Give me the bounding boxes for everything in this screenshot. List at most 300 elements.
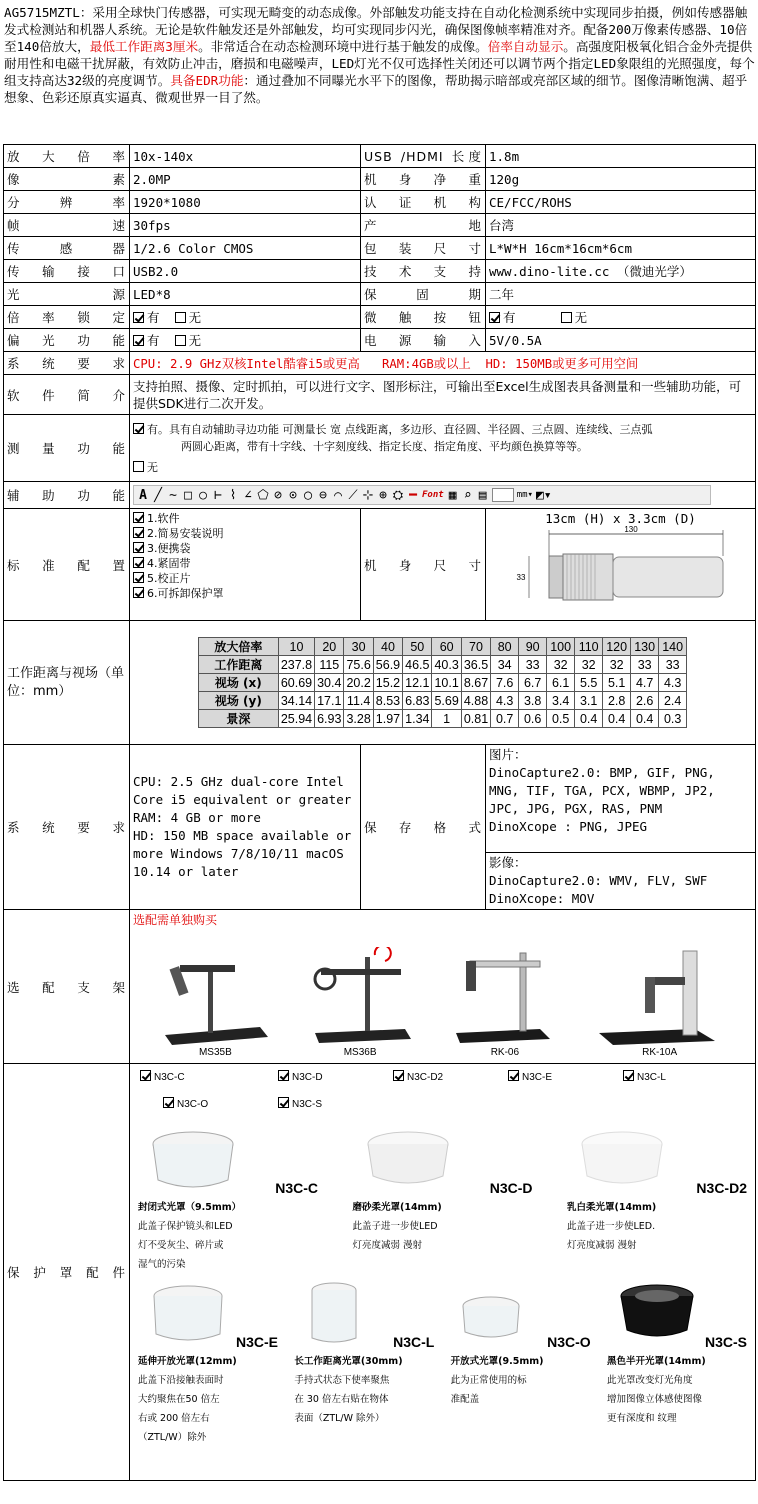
wd-cell: 20.2 <box>344 674 373 692</box>
crosshair-icon[interactable]: ⊕ <box>379 487 387 503</box>
caps-checklist <box>130 1066 755 1128</box>
image-format-line: DinoCapture2.0: BMP, GIF, PNG, MNG, TIF, TGA, PCX, WBMP, JP2, JPC, JPG, PGX, RAS, PNM <box>489 765 715 816</box>
cap-n3c-o-image <box>451 1282 561 1348</box>
wd-cell: 40 <box>373 638 402 656</box>
wd-cell: 130 <box>631 638 659 656</box>
touch-no-checkbox[interactable] <box>561 312 572 323</box>
cap-card-n3c-d <box>353 1124 533 1274</box>
spec-value: 120g <box>486 168 756 191</box>
stands-gallery <box>133 928 752 1058</box>
wd-cell: 20 <box>315 638 344 656</box>
polar-no-checkbox[interactable] <box>175 335 186 346</box>
spec-label: 像素 <box>4 168 130 191</box>
sysreq-en-value <box>130 745 361 910</box>
spec-value: 2.0MP <box>130 168 361 191</box>
std-item: 5.校正片 <box>147 572 191 585</box>
intro-paragraph <box>4 4 756 142</box>
wd-cell: 100 <box>547 638 575 656</box>
microscope-dimension-drawing <box>501 526 741 611</box>
cap-line: 手持式状态下使率聚焦 <box>294 1375 390 1386</box>
wd-cell: 0.81 <box>461 710 490 728</box>
cap-name: N3C-D <box>489 1180 533 1196</box>
wd-cell: 10 <box>278 638 314 656</box>
spec-value: L*W*H 16cm*16cm*6cm <box>486 237 756 260</box>
spec-label: 偏光功能 <box>4 329 130 352</box>
cap-line: 灯亮度减弱 漫射 <box>352 1240 423 1251</box>
caps-row-2 <box>130 1282 755 1447</box>
measure-text: 有。具有自动辅助寻边功能 可测量长 宽 点线距离，多边形、直径圆、半径圆、三点圆、连续线、三点弧 <box>147 422 653 436</box>
stand-label: RK-10A <box>642 1047 678 1058</box>
stand-rk10a[interactable] <box>595 947 725 1058</box>
wd-cell: 32 <box>575 656 603 674</box>
stand-rk06-image <box>450 947 560 1047</box>
wd-cell: 40.3 <box>432 656 461 674</box>
wd-row-header: 工作距离 <box>198 656 278 674</box>
wd-cell: 32 <box>603 656 631 674</box>
lock-yes-checkbox[interactable] <box>133 312 144 323</box>
wd-cell: 1.34 <box>403 710 432 728</box>
wd-cell: 46.5 <box>403 656 432 674</box>
spec-label: 传感器 <box>4 237 130 260</box>
wd-cell: 0.5 <box>547 710 575 728</box>
wd-cell: 33 <box>519 656 547 674</box>
lock-no-checkbox[interactable] <box>175 312 186 323</box>
wd-cell: 7.6 <box>491 674 519 692</box>
cap-check-label: N3C-D <box>292 1072 323 1083</box>
measure-yes-checkbox[interactable] <box>133 423 144 434</box>
cap-check-label: N3C-O <box>177 1099 209 1110</box>
cap-card-n3c-s <box>607 1282 747 1447</box>
std-item: 2.简易安装说明 <box>147 527 224 540</box>
cap-checkbox[interactable] <box>623 1070 634 1081</box>
circle-center-icon[interactable]: ⊖ <box>319 487 327 503</box>
dim-diameter-label: 33 <box>516 573 525 582</box>
wd-cell: 4.3 <box>491 692 519 710</box>
wd-row <box>198 692 686 710</box>
point-icon[interactable]: ⊹ <box>362 487 374 503</box>
wd-cell: 110 <box>575 638 603 656</box>
spec-label: 产地 <box>361 214 486 237</box>
cap-checkbox[interactable] <box>163 1097 174 1108</box>
wd-cell: 30 <box>344 638 373 656</box>
wd-cell: 4.3 <box>659 674 687 692</box>
wd-cell: 8.67 <box>461 674 490 692</box>
cap-n3c-s-image <box>607 1282 717 1348</box>
intro-text: AG5715MZTL：采用全球快门传感器，可实现无畸变的动态成像。外部触发功能支持在自动化检测系统中实现同步拍摄，例如传感器触发式检测站和机器人系统。无论是软件触发还是外部触发，均可实现同步闪光，确保图像帧率精准对齐。配备200万像素传感器、10倍至140倍放大， <box>4 5 748 54</box>
std-checkbox[interactable] <box>133 572 144 583</box>
cap-desc: 黑色半开光罩(14mm) <box>606 1356 706 1367</box>
spec-row <box>4 283 756 306</box>
wd-cell: 3.8 <box>519 692 547 710</box>
cap-desc: 封闭式光罩（9.5mm） <box>138 1202 242 1213</box>
spec-row <box>4 168 756 191</box>
image-format-title: 图片： <box>489 747 527 762</box>
wd-row <box>198 656 686 674</box>
wd-cell: 32 <box>547 656 575 674</box>
stand-ms35b[interactable] <box>160 947 270 1058</box>
wd-cell: 6.93 <box>315 710 344 728</box>
lock-options <box>130 306 361 329</box>
body-size-value: 13cm (H) x 3.3cm (D) <box>545 511 696 526</box>
cap-name: N3C-E <box>235 1334 278 1350</box>
continuous-line-icon[interactable]: ⟋ <box>348 487 358 503</box>
cap-n3c-c-image <box>138 1124 258 1194</box>
wd-cell: 60.69 <box>278 674 314 692</box>
cap-name: N3C-L <box>393 1334 435 1350</box>
wd-cell: 15.2 <box>373 674 402 692</box>
video-format-line: DinoXcope: MOV <box>489 891 595 906</box>
intro-highlight: 最低工作距离3厘米 <box>89 39 199 54</box>
spec-label: 帧速 <box>4 214 130 237</box>
spec-label: 技术支持 <box>361 260 486 283</box>
cap-checkbox[interactable] <box>393 1070 404 1081</box>
cap-name: N3C-S <box>704 1334 747 1350</box>
spec-value: 台湾 <box>486 214 756 237</box>
measure-no-checkbox[interactable] <box>133 461 144 472</box>
cap-checkbox[interactable] <box>278 1097 289 1108</box>
spec-row <box>4 306 756 329</box>
wd-cell: 6.1 <box>547 674 575 692</box>
spec-label: 机身净重 <box>361 168 486 191</box>
cap-line: 此盖下沿接触表面时 <box>138 1375 224 1386</box>
spec-table <box>3 144 756 1481</box>
spec-label: 测量功能 <box>4 415 130 482</box>
std-checkbox[interactable] <box>133 542 144 553</box>
ellipse-tool-icon[interactable]: ○ <box>199 487 207 503</box>
arc-icon[interactable]: ⌒ <box>334 487 342 503</box>
grid-icon[interactable]: ▤ <box>478 487 487 503</box>
wd-cell: 4.88 <box>461 692 490 710</box>
wd-cell: 10.1 <box>432 674 461 692</box>
line-tool-icon[interactable]: ╱ <box>154 487 162 503</box>
spec-row <box>4 415 756 482</box>
wd-cell: 17.1 <box>315 692 344 710</box>
wd-row <box>198 638 686 656</box>
spec-row <box>4 329 756 352</box>
wd-cell: 3.1 <box>575 692 603 710</box>
cap-n3c-d-image <box>353 1124 473 1194</box>
sysreq-value: CPU: 2.9 GHz双核Intel酷睿i5或更高 RAM:4GB或以上 HD: 150MB或更多可用空间 <box>130 352 756 375</box>
wd-cell: 2.8 <box>603 692 631 710</box>
line-color-icon[interactable]: ━ <box>409 487 417 503</box>
stand-ms36b-image <box>305 947 415 1047</box>
spec-label: 微触按钮 <box>361 306 486 329</box>
spec-row <box>4 352 756 375</box>
cap-name: N3C-D2 <box>696 1180 747 1196</box>
work-distance-table <box>198 637 687 728</box>
stands-cell <box>130 910 756 1064</box>
measure-line-icon[interactable]: ⊢ <box>214 487 222 503</box>
cap-card-n3c-o <box>451 1282 591 1447</box>
wd-cell: 50 <box>403 638 432 656</box>
stand-label: RK-06 <box>490 1047 520 1058</box>
wd-cell: 34 <box>491 656 519 674</box>
polyline-icon[interactable]: ⌇ <box>229 487 237 503</box>
color-icon[interactable]: ⛭ <box>392 487 404 503</box>
wd-cell: 56.9 <box>373 656 402 674</box>
spec-label: 倍率锁定 <box>4 306 130 329</box>
wd-cell: 11.4 <box>344 692 373 710</box>
polar-options <box>130 329 361 352</box>
cap-desc: 磨砂柔光罩(14mm) <box>352 1202 442 1213</box>
spec-value: 二年 <box>486 283 756 306</box>
wd-cell: 1 <box>432 710 461 728</box>
wd-cell: 0.7 <box>491 710 519 728</box>
spec-label: USB /HDMI 长度 <box>361 145 486 168</box>
font-tool-icon[interactable]: Font <box>422 490 444 500</box>
std-item: 1.软件 <box>147 512 180 525</box>
spec-value: USB2.0 <box>130 260 361 283</box>
cap-desc: 长工作距离光罩(30mm) <box>294 1356 403 1367</box>
wd-cell: 60 <box>432 638 461 656</box>
spec-label: 工作距离与视场（单位：mm） <box>4 621 130 745</box>
wd-cell: 34.14 <box>278 692 314 710</box>
touch-options <box>486 306 756 329</box>
std-checkbox[interactable] <box>133 527 144 538</box>
wd-cell: 6.83 <box>403 692 432 710</box>
cap-check-label: N3C-D2 <box>407 1072 444 1083</box>
cap-desc: 乳白柔光罩(14mm) <box>567 1202 657 1213</box>
cap-check-label: N3C-E <box>522 1072 553 1083</box>
wd-cell: 0.6 <box>519 710 547 728</box>
std-checkbox[interactable] <box>133 587 144 598</box>
image-format-line: DinoXcope : PNG, JPEG <box>489 819 648 834</box>
spec-value: CE/FCC/ROHS <box>486 191 756 214</box>
measure-value <box>130 415 756 482</box>
wd-cell: 3.28 <box>344 710 373 728</box>
wd-row-header: 景深 <box>198 710 278 728</box>
wd-cell: 140 <box>659 638 687 656</box>
wd-cell: 120 <box>603 638 631 656</box>
spec-row <box>4 237 756 260</box>
std-checkbox[interactable] <box>133 512 144 523</box>
wd-cell: 75.6 <box>344 656 373 674</box>
calibrate-icon[interactable]: ◩▾ <box>535 487 552 503</box>
table-icon[interactable]: ▦ <box>448 487 457 503</box>
video-format-title: 影像： <box>489 855 527 870</box>
spec-value: 10x-140x <box>130 145 361 168</box>
stand-ms36b[interactable] <box>305 947 415 1058</box>
spec-row <box>4 745 756 910</box>
wd-cell: 0.4 <box>575 710 603 728</box>
wd-cell: 0.4 <box>631 710 659 728</box>
spec-label: 放大倍率 <box>4 145 130 168</box>
cap-check-label: N3C-L <box>637 1072 666 1083</box>
spec-row <box>4 214 756 237</box>
cap-card-n3c-l <box>294 1282 434 1447</box>
stand-ms35b-image <box>160 947 270 1047</box>
cap-line: 此盖子进一步使LED. <box>567 1221 656 1232</box>
sysreq-line: HD: 150 MB space available or more Windows 7/8/10/11 macOS 10.14 or later <box>133 828 352 879</box>
spec-label: 选配支架 <box>4 910 130 1064</box>
wd-cell: 70 <box>461 638 490 656</box>
spec-label: 软件简介 <box>4 375 130 415</box>
cap-line: 灯不受灰尘、碎片或 <box>138 1240 224 1251</box>
cap-line: 增加图像立体感使图像 <box>606 1394 702 1405</box>
measure-text: 两圆心距离，带有十字线、十字刻度线、指定长度、指定角度、平均颜色换算等等。 <box>181 439 588 453</box>
caps-cell <box>130 1064 756 1481</box>
cap-check-label: N3C-C <box>154 1072 185 1083</box>
curve-tool-icon[interactable]: ∼ <box>169 487 177 503</box>
spec-value: LED*8 <box>130 283 361 306</box>
wd-cell: 1.97 <box>373 710 402 728</box>
std-checkbox[interactable] <box>133 557 144 568</box>
spec-value: 5V/0.5A <box>486 329 756 352</box>
cap-line: 表面（ZTL/W 除外） <box>294 1413 385 1424</box>
std-item: 6.可拆卸保护罩 <box>147 587 224 600</box>
cap-line: （ZTL/W）除外 <box>138 1432 207 1443</box>
cap-n3c-l-image <box>294 1282 404 1348</box>
wd-cell: 5.69 <box>432 692 461 710</box>
spec-row <box>4 482 756 509</box>
spec-label: 光源 <box>4 283 130 306</box>
polar-yes-checkbox[interactable] <box>133 335 144 346</box>
angle-icon[interactable]: ∠ <box>244 487 252 503</box>
sysreq-line: CPU: 2.5 GHz dual-core Intel Core i5 equivalent or greater <box>133 774 352 807</box>
wd-cell: 3.4 <box>547 692 575 710</box>
spec-row <box>4 621 756 745</box>
cap-line: 大约聚焦在50 倍左 <box>138 1394 220 1405</box>
cap-checkbox[interactable] <box>140 1070 151 1081</box>
save-format-cell <box>486 745 756 910</box>
stand-label: MS36B <box>343 1047 377 1058</box>
cap-n3c-d2-image <box>567 1124 687 1194</box>
cap-line: 此光罩改变灯光角度 <box>606 1375 693 1386</box>
option-label: 无 <box>188 310 202 325</box>
cap-line: 灯亮度减弱 漫射 <box>567 1240 637 1251</box>
option-label: 有 <box>147 333 160 348</box>
tool-toolbar <box>133 485 711 505</box>
zoom-icon[interactable]: ⌕ <box>463 487 472 503</box>
spec-label: 分辨率 <box>4 191 130 214</box>
stand-label: MS35B <box>198 1047 232 1058</box>
circle-3point-icon[interactable]: ◯ <box>304 487 312 503</box>
assist-value <box>130 482 756 509</box>
wd-cell: 33 <box>631 656 659 674</box>
cap-line: 此为正常使用的标 <box>450 1375 527 1386</box>
cap-checkbox[interactable] <box>278 1070 289 1081</box>
spec-row <box>4 191 756 214</box>
spec-label: 系统要求 <box>4 352 130 375</box>
spec-label: 机身尺寸 <box>361 509 486 621</box>
spec-row <box>4 375 756 415</box>
circle-radius-icon[interactable]: ⊙ <box>289 487 297 503</box>
option-label: 无 <box>574 310 588 325</box>
cap-n3c-e-image <box>138 1282 248 1348</box>
spec-row <box>4 910 756 1064</box>
stands-note: 选配需单独购买 <box>133 913 218 927</box>
option-label: 有 <box>503 310 516 325</box>
rect-tool-icon[interactable]: □ <box>184 487 192 503</box>
wd-cell: 6.7 <box>519 674 547 692</box>
wd-cell: 5.5 <box>575 674 603 692</box>
spec-label: 传输接口 <box>4 260 130 283</box>
std-item: 3.便携袋 <box>147 542 191 555</box>
wd-cell: 4.7 <box>631 674 659 692</box>
wd-cell: 0.4 <box>603 710 631 728</box>
video-format-line: DinoCapture2.0: WMV, FLV, SWF <box>489 873 708 888</box>
cap-checkbox[interactable] <box>508 1070 519 1081</box>
stand-rk10a-image <box>595 947 725 1047</box>
spec-label: 保固期 <box>361 283 486 306</box>
spec-row <box>4 1064 756 1481</box>
wd-cell: 115 <box>315 656 344 674</box>
touch-yes-checkbox[interactable] <box>489 312 500 323</box>
spec-row <box>4 145 756 168</box>
option-label: 无 <box>147 460 158 474</box>
polygon-icon[interactable]: ⬠ <box>257 487 269 503</box>
unit-dropdown-icon[interactable]: mm▾ <box>516 490 533 500</box>
spec-label: 辅助功能 <box>4 482 130 509</box>
body-size-cell <box>486 509 756 621</box>
cap-name: N3C-O <box>547 1334 591 1350</box>
intro-text: ：通过叠加不同曝光水平下的图像，帮助揭示暗部或亮部区域的细节。图像清晰饱满、超乎想象、色彩还原真实逼真、微观世界一目了然。 <box>4 73 748 105</box>
cap-name: N3C-C <box>275 1180 318 1196</box>
intro-text: 。非常适合在动态检测环境中进行基于触发的成像。 <box>198 39 488 54</box>
cap-line: 在 30 倍左右贴在物体 <box>294 1394 389 1405</box>
spec-label: 包装尺寸 <box>361 237 486 260</box>
cap-check-label: N3C-S <box>292 1099 323 1110</box>
circle-diameter-icon[interactable]: ⊘ <box>274 487 282 503</box>
color-swatch-icon[interactable] <box>492 488 514 502</box>
wd-cell: 12.1 <box>403 674 432 692</box>
cap-line: 准配盖 <box>450 1394 480 1405</box>
spec-label: 保存格式 <box>361 745 486 910</box>
cap-line: 右或 200 倍左右 <box>138 1413 210 1424</box>
cap-line: 更有深度和 纹理 <box>606 1413 677 1424</box>
wd-cell: 36.5 <box>461 656 490 674</box>
cap-card-n3c-c <box>138 1124 318 1274</box>
spec-value: 30fps <box>130 214 361 237</box>
cap-card-n3c-d2 <box>567 1124 747 1274</box>
cap-desc: 开放式光罩(9.5mm) <box>450 1356 544 1367</box>
wd-row <box>198 710 686 728</box>
spec-value: 1920*1080 <box>130 191 361 214</box>
wd-row-header: 视场 (y) <box>198 692 278 710</box>
sysreq-line: RAM: 4 GB or more <box>133 810 261 825</box>
intro-highlight: 倍率自动显示 <box>487 39 564 54</box>
wd-cell: 5.1 <box>603 674 631 692</box>
std-item: 4.紧固带 <box>147 557 191 570</box>
wd-cell: 25.94 <box>278 710 314 728</box>
cap-desc: 延伸开放光罩(12mm) <box>138 1356 237 1367</box>
intro-highlight: 具备EDR功能 <box>170 73 244 88</box>
text-tool-icon[interactable]: A <box>139 487 147 503</box>
option-label: 有 <box>147 310 160 325</box>
cap-line: 湿气的污染 <box>138 1259 186 1270</box>
spec-row <box>4 509 756 621</box>
wd-cell: 33 <box>659 656 687 674</box>
cap-line: 此盖子进一步使LED <box>352 1221 438 1232</box>
caps-row-1 <box>130 1124 755 1274</box>
wd-cell: 2.4 <box>659 692 687 710</box>
dim-length-label: 130 <box>623 526 638 534</box>
spec-label: 保护罩配件 <box>4 1064 130 1481</box>
intro-text: 。高强度阳极氧化铝合金外壳提供耐用性和电磁干扰屏蔽，有效防止冲击，磨损和电磁噪声，LED灯光不仅可选择性关闭还可以调节两个指定LED象限组的光照强度，每个组支持高达32级的亮度调节。 <box>4 39 755 88</box>
wd-row-header: 放大倍率 <box>198 638 278 656</box>
stand-rk06[interactable] <box>450 947 560 1058</box>
spec-label: 认证机构 <box>361 191 486 214</box>
spec-row <box>4 260 756 283</box>
software-value: 支持拍照、摄像、定时抓拍，可以进行文字、图形标注，可输出至Excel生成图表具备测量和一些辅助功能，可提供SDK进行二次开发。 <box>130 375 756 415</box>
spec-value: www.dino-lite.cc （微迪光学） <box>486 260 756 283</box>
wd-row <box>198 674 686 692</box>
wd-cell: 80 <box>491 638 519 656</box>
cap-card-n3c-e <box>138 1282 278 1447</box>
spec-label: 系统要求 <box>4 745 130 910</box>
wd-row-header: 视场 (x) <box>198 674 278 692</box>
option-label: 无 <box>188 333 202 348</box>
